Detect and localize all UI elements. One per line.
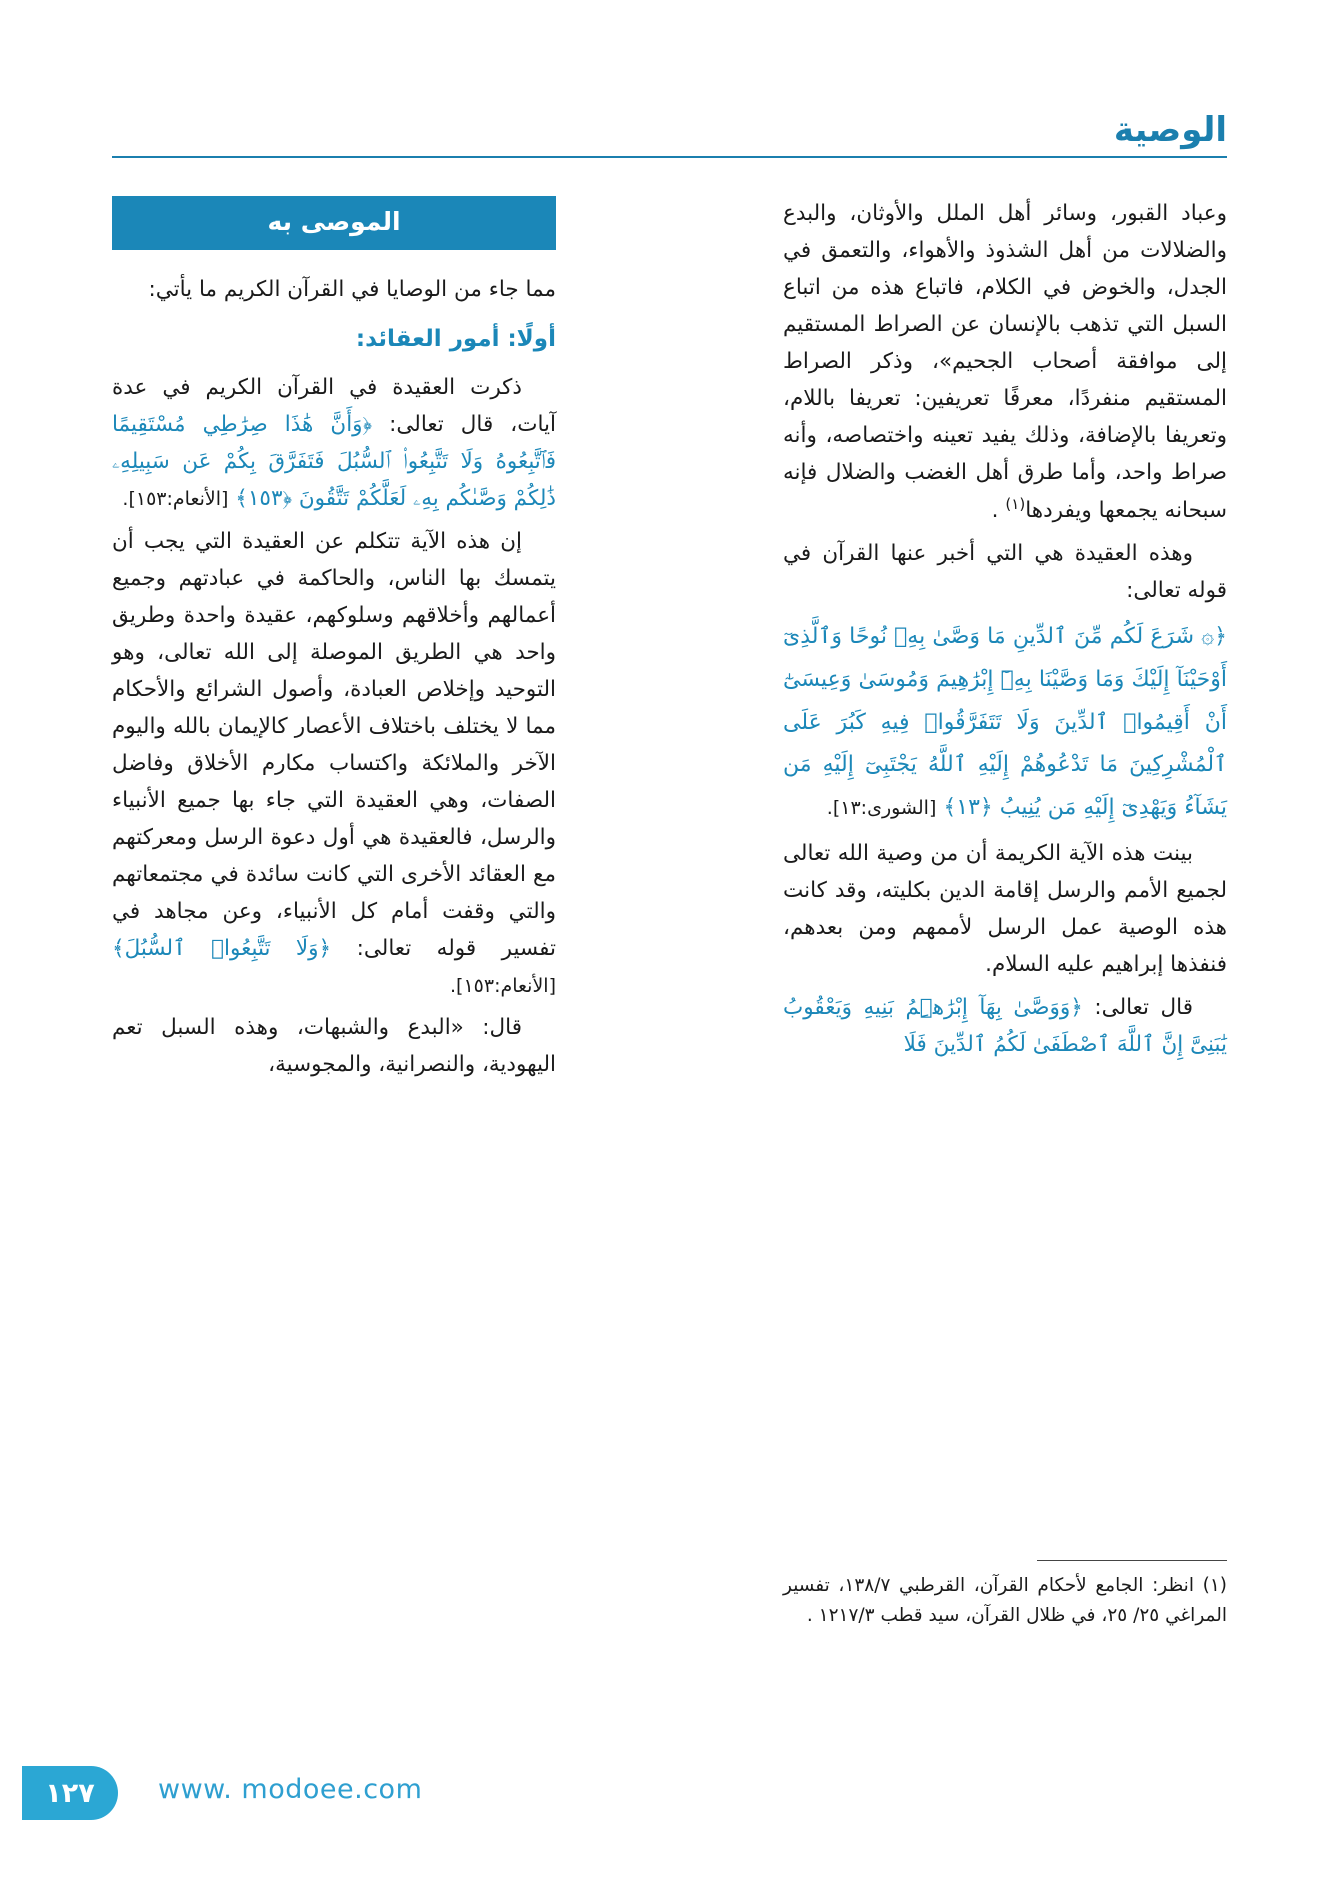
ayah-text-baqarah: ﴿وَوَصَّىٰ بِهَآ إِبْرَٰهِۧمُ بَنِيهِ وَيَعْقُوبُ يَٰبَنِىَّ إِنَّ ٱللَّهَ ٱصْطَفَىٰ لَكُمُ ٱلدِّينَ فَلَا — [783, 995, 1227, 1058]
body-text: وهذه العقيدة هي التي أخبر عنها القرآن في قوله تعالى: — [783, 540, 1227, 603]
column-secondary — [783, 196, 1227, 1070]
page-header — [112, 110, 1227, 162]
body-text-tail: . — [991, 497, 1006, 523]
footnote-number: (١) — [1202, 1575, 1227, 1596]
footnote-area — [783, 1560, 1227, 1631]
subheading-aqaid: أولًا: أمور العقائد: — [355, 326, 556, 353]
paragraph-body-1 — [112, 370, 556, 518]
paragraph-qala-taala — [783, 990, 1227, 1064]
header-divider — [112, 156, 1227, 158]
page-number: ١٢٧ — [22, 1766, 118, 1820]
ayah-reference-1: [الأنعام:١٥٣]. — [122, 487, 229, 510]
ayah-reference-2: [الأنعام:١٥٣]. — [449, 974, 556, 997]
body-text: قال تعالى: — [1094, 995, 1194, 1021]
paragraph-continuation — [783, 196, 1227, 530]
paragraph-aqeedah — [783, 536, 1227, 610]
paragraph-intro: مما جاء من الوصايا في القرآن الكريم ما يأتي: — [148, 276, 556, 302]
body-text: إن هذه الآية تتكلم عن العقيدة التي يجب أن يتمسك بها الناس، والحاكمة في عبادتهم وجميع أعمالهم وأخلاقهم وسلوكهم، عقيدة واحدة وطريق واحد هي الطريق الموصلة إلى الله تعالى، وهو التوحيد وإخلاص العبادة، وأصول الشرائع والأحكام مما لا يختلف باختلاف الأعصار كالإيمان بالله واليوم الآخر والملائكة واكتساب مكارم الأخلاق وفاضل الصفات، وهي العقيدة التي جاء بها جميع الأنبياء والرسل، فالعقيدة هي أول دعوة الرسل ومعركتهم مع العقائد الأخرى التي كانت سائدة في مجتمعاتهم والتي وقفت أمام كل الأنبياء، وعن مجاهد في تفسير قوله تعالى: — [112, 528, 556, 961]
paragraph-explanation: بينت هذه الآية الكريمة أن من وصية الله تعالى لجميع الأمم والرسل إقامة الدين بكليته، وقد كانت هذه الوصية عمل الرسل لأممهم ومن بعدهم، فنفذها إبراهيم عليه السلام. — [783, 841, 1227, 978]
ayah-text-1: ﴿وَأَنَّ هَٰذَا صِرَٰطِي مُسْتَقِيمًا فَٱتَّبِعُوهُ وَلَا تَتَّبِعُوا۟ ٱلسُّبُلَ فَتَفَرَّقَ بِكُمْ عَن سَبِيلِهِۦ ذَٰلِكُمْ وَصَّىٰكُم بِهِۦ لَعَلَّكُمْ تَتَّقُونَ ﴿١٥٣﴾ — [112, 411, 556, 511]
site-url[interactable]: www. modoee.com — [158, 1774, 423, 1805]
ayah-text: ﴿۞ شَرَعَ لَكُم مِّنَ ٱلدِّينِ مَا وَصَّىٰ بِهِۦ نُوحًا وَٱلَّذِىٓ أَوْحَيْنَآ إِلَيْكَ وَمَا وَصَّيْنَا بِهِۦٓ إِبْرَٰهِيمَ وَمُوسَىٰ وَعِيسَىٰٓ أَنْ أَقِيمُوا۟ ٱلدِّينَ وَلَا تَتَفَرَّقُوا۟ فِيهِ كَبُرَ عَلَى ٱلْمُشْرِكِينَ مَا تَدْعُوهُمْ إِلَيْهِ ٱللَّهُ يَجْتَبِىٓ إِلَيْهِ مَن يَشَآءُ وَيَهْدِىٓ إِلَيْهِ مَن يُنِيبُ ﴿١٣﴾ — [783, 623, 1227, 821]
page-title: الوصية — [1113, 110, 1227, 150]
column-primary — [112, 196, 556, 1090]
body-text: ذكرت العقيدة في القرآن الكريم في عدة آيات، قال تعالى: — [112, 375, 556, 437]
paragraph-body-3: قال: «البدع والشبهات، وهذه السبل تعم اليهودية، والنصرانية، والمجوسية، — [112, 1015, 556, 1078]
paragraph-body-2 — [112, 524, 556, 1005]
body-text: وعباد القبور، وسائر أهل الملل والأوثان، والبدع والضلالات من أهل الشذوذ والأهواء، والتعمق في الجدل، والخوض في الكلام، فاتباع هذه من اتباع السبل التي تذهب بالإنسان عن الصراط المستقيم إلى موافقة أصحاب الجحيم»، وذكر الصراط المستقيم منفردًا، معرفًا تعريفين: تعريفا باللام، وتعريفا بالإضافة، وذلك يفيد تعينه واختصاصه، وأنه صراط واحد، وأما طرق أهل الغضب والضلال فإنه سبحانه يجمعها ويفردها — [783, 201, 1227, 523]
page-footer — [0, 1766, 1339, 1822]
footnote-divider — [1037, 1560, 1227, 1561]
footnote-entry — [783, 1571, 1227, 1631]
ayah-text-2: ﴿وَلَا تَتَّبِعُوا۟ ٱلسُّبُلَ﴾ — [112, 935, 332, 961]
ayah-block-shura — [783, 616, 1227, 830]
footnote-marker-inline: (١) — [1005, 494, 1026, 513]
section-title-bar: الموصى به — [112, 196, 556, 250]
footnote-text: انظر: الجامع لأحكام القرآن، القرطبي ١٣٨/٧، تفسير المراغي ٢٥/ ٢٥، في ظلال القرآن، سيد قطب ١٢١٧/٣ . — [783, 1575, 1227, 1626]
ayah-reference: [الشورى:١٣]. — [826, 797, 937, 820]
